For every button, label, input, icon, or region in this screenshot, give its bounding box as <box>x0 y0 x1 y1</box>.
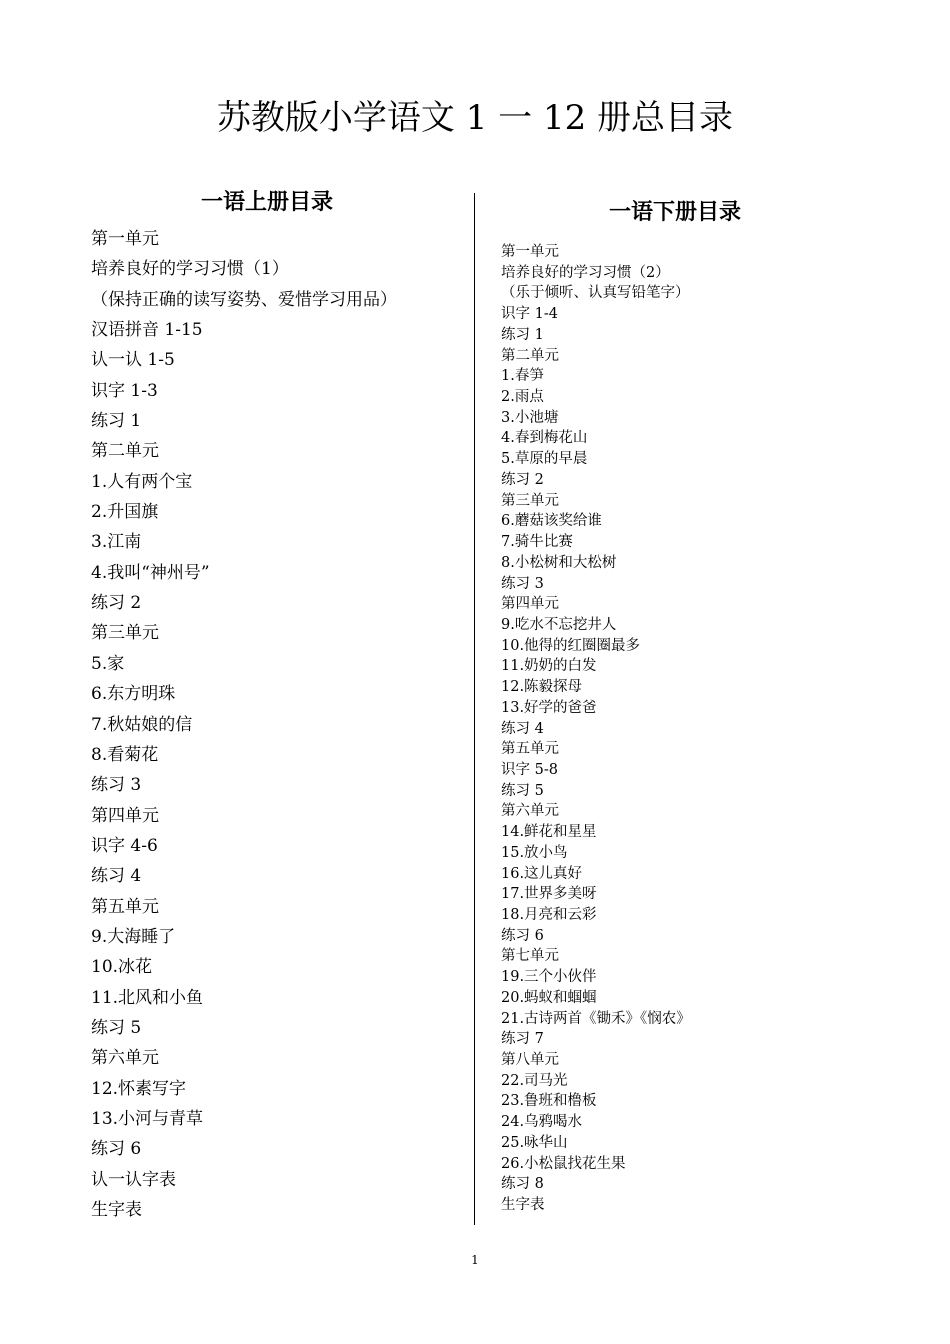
toc-item: 3.江南 <box>91 532 142 553</box>
toc-item: 第七单元 <box>501 948 559 965</box>
toc-item: 7.骑牛比赛 <box>501 534 573 551</box>
left-column-heading: 一语上册目录 <box>201 190 334 215</box>
toc-item: 20.蚂蚁和蝈蝈 <box>501 989 597 1006</box>
toc-item: 14.鲜花和星星 <box>501 824 597 841</box>
toc-item: 练习 3 <box>501 575 544 592</box>
toc-item: 5.草原的早晨 <box>501 451 588 468</box>
toc-item: 第三单元 <box>91 623 159 644</box>
toc-item: 15.放小鸟 <box>501 844 568 861</box>
toc-item: 8.看菊花 <box>91 744 159 765</box>
toc-item: 生字表 <box>501 1197 545 1214</box>
toc-item: 第六单元 <box>91 1048 159 1069</box>
toc-item: 第四单元 <box>91 805 159 826</box>
toc-item: 第三单元 <box>501 492 559 509</box>
toc-item: 10.他得的红圈圈最多 <box>501 637 641 654</box>
toc-item: 11.北风和小鱼 <box>91 987 204 1008</box>
toc-item: 练习 8 <box>501 1176 544 1193</box>
toc-item: 第二单元 <box>91 441 159 462</box>
toc-item: 2.雨点 <box>501 389 544 406</box>
toc-item: 13.小河与青草 <box>91 1108 204 1129</box>
toc-item: 17.世界多美呀 <box>501 886 597 903</box>
toc-item: 认一认 1-5 <box>91 350 175 371</box>
toc-item: （保持正确的读写姿势、爱惜学习用品） <box>91 289 397 310</box>
toc-item: 26.小松鼠找花生果 <box>501 1155 626 1172</box>
toc-item: 第四单元 <box>501 596 559 613</box>
toc-item: 练习 5 <box>91 1017 142 1038</box>
toc-item: 2.升国旗 <box>91 502 159 523</box>
toc-item: 9.大海睡了 <box>91 926 176 947</box>
toc-item: 第八单元 <box>501 1052 559 1069</box>
toc-item: 识字 5-8 <box>501 761 558 778</box>
toc-item: 练习 4 <box>91 866 142 887</box>
toc-item: 第六单元 <box>501 803 559 820</box>
toc-item: 练习 1 <box>501 326 544 343</box>
toc-item: 第二单元 <box>501 347 559 364</box>
toc-item: 19.三个小伙伴 <box>501 969 597 986</box>
toc-item: 12.怀素写字 <box>91 1078 187 1099</box>
toc-item: 识字 1-4 <box>501 306 558 323</box>
toc-item: 8.小松树和大松树 <box>501 554 617 571</box>
toc-item: 练习 1 <box>91 411 142 432</box>
toc-item: 24.乌鸦喝水 <box>501 1114 583 1131</box>
right-toc-list <box>501 242 921 1216</box>
toc-item: 7.秋姑娘的信 <box>91 714 193 735</box>
toc-item: 练习 2 <box>91 593 142 614</box>
toc-item: 4.我叫“神州号” <box>91 562 210 583</box>
toc-item: 21.古诗两首《锄禾》《悯农》 <box>501 1010 691 1027</box>
toc-item: 培养良好的学习习惯（1） <box>91 259 289 280</box>
toc-item: 第一单元 <box>501 244 559 260</box>
page-number: 1 <box>471 1253 479 1267</box>
toc-item: 练习 7 <box>501 1031 544 1048</box>
toc-item: 识字 4-6 <box>91 835 158 856</box>
toc-item: 练习 3 <box>91 775 142 796</box>
right-column-heading: 一语下册目录 <box>609 200 742 225</box>
toc-item: 11.奶奶的白发 <box>501 658 597 675</box>
toc-item: 25.咏华山 <box>501 1134 568 1151</box>
toc-item: 练习 2 <box>501 471 544 488</box>
toc-item: 23.鲁班和橹板 <box>501 1093 597 1110</box>
toc-item: 汉语拼音 1-15 <box>91 320 203 341</box>
toc-item: 练习 4 <box>501 720 544 737</box>
toc-item: 3.小池塘 <box>501 409 559 426</box>
left-toc-list <box>91 224 461 1225</box>
toc-item: 练习 6 <box>501 927 544 944</box>
toc-item: 18.月亮和云彩 <box>501 907 597 923</box>
toc-item: 1.人有两个宝 <box>91 471 193 492</box>
toc-item: 12.陈毅探母 <box>501 679 583 696</box>
column-divider <box>474 193 475 1225</box>
toc-item: 认一认字表 <box>91 1169 176 1190</box>
toc-item: 生字表 <box>91 1200 142 1220</box>
toc-item: 4.春到梅花山 <box>501 430 588 447</box>
toc-item: 13.好学的爸爸 <box>501 699 597 716</box>
right-column-lower-volume <box>501 198 921 1216</box>
toc-item: 练习 5 <box>501 782 544 799</box>
toc-item: 识字 1-3 <box>91 380 158 401</box>
toc-item: 第五单元 <box>501 741 559 758</box>
toc-item: 16.这儿真好 <box>501 865 583 882</box>
document-title: 苏教版小学语文 1 一 12 册总目录 <box>216 98 734 138</box>
toc-item: （乐于倾听、认真写铅笔字） <box>501 285 690 302</box>
toc-item: 10.冰花 <box>91 957 153 978</box>
toc-item: 第五单元 <box>91 896 159 917</box>
toc-item: 22.司马光 <box>501 1072 568 1089</box>
toc-item: 1.春笋 <box>501 368 544 385</box>
toc-item: 6.东方明珠 <box>91 684 176 705</box>
toc-item: 6.蘑菇该奖给谁 <box>501 513 602 530</box>
toc-item: 5.家 <box>91 653 125 674</box>
toc-item: 9.吃水不忘挖井人 <box>501 616 617 633</box>
toc-item: 第一单元 <box>91 229 159 249</box>
toc-item: 练习 6 <box>91 1139 142 1160</box>
left-column-upper-volume <box>91 188 461 1225</box>
toc-item: 培养良好的学习习惯（2） <box>501 264 670 281</box>
